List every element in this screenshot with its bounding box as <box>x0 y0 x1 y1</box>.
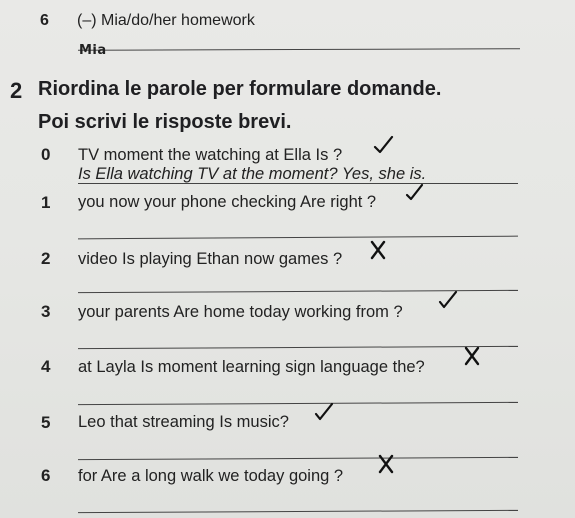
question-0-prompt: TV moment the watching at Ella Is ? <box>78 146 343 164</box>
cross-icon <box>374 452 398 476</box>
top-item-text: (–) Mia/do/her homework <box>77 12 255 29</box>
question-5-number: 5 <box>41 413 51 432</box>
top-item-number: 6 <box>40 12 49 29</box>
question-2-number: 2 <box>41 249 51 268</box>
question-1-prompt: you now your phone checking Are right ? <box>78 193 377 211</box>
answer-line-6 <box>78 510 518 513</box>
question-0-number: 0 <box>41 145 51 164</box>
question-6-number: 6 <box>41 466 51 485</box>
check-icon <box>436 288 460 312</box>
section-title-line1: Riordina le parole per formulare domande. <box>38 78 442 100</box>
question-6-prompt: for Are a long walk we today going ? <box>78 467 344 485</box>
section-title-line2: Poi scrivi le risposte brevi. <box>38 111 292 133</box>
question-3-number: 3 <box>41 302 51 321</box>
section-number: 2 <box>10 78 23 103</box>
answer-line-top <box>78 48 520 51</box>
question-4-number: 4 <box>41 357 51 376</box>
question-2-prompt: video Is playing Ethan now games ? <box>78 250 343 268</box>
question-3-prompt: your parents Are home today working from ? <box>78 303 403 321</box>
cross-icon <box>366 238 390 262</box>
answer-line-3 <box>78 346 518 349</box>
question-1-number: 1 <box>41 193 51 212</box>
question-0-answer: Is Ella watching TV at the moment? Yes, she is. <box>78 165 427 183</box>
check-icon <box>312 400 336 424</box>
check-icon <box>403 181 427 205</box>
question-5-prompt: Leo that streaming Is music? <box>78 413 289 431</box>
handwritten-top-answer: Mia <box>79 43 107 58</box>
answer-line-1 <box>78 236 518 240</box>
answer-line-0 <box>78 183 518 184</box>
answer-line-4 <box>78 402 518 405</box>
check-icon <box>372 134 396 158</box>
question-4-prompt: at Layla Is moment learning sign language the? <box>78 358 425 376</box>
cross-icon <box>460 344 484 368</box>
answer-line-5 <box>78 457 518 460</box>
